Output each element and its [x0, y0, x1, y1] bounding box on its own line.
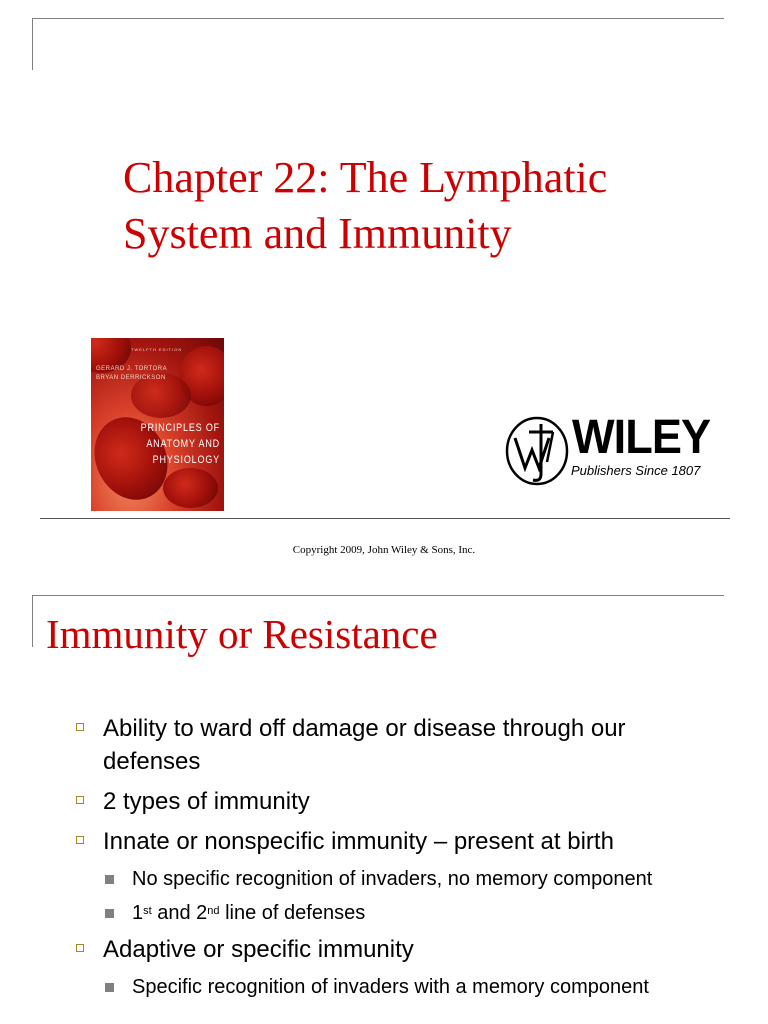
sub-list-item: No specific recognition of invaders, no memory component: [0, 865, 768, 893]
bullet-list: [0, 712, 768, 1007]
footer-rule: [40, 518, 730, 519]
left-rule: [32, 595, 33, 647]
list-item: 2 types of immunity: [0, 785, 768, 818]
sub-bullet-marker-icon: [105, 909, 114, 918]
sub-bullet-marker-icon: [105, 875, 114, 884]
list-item: Ability to ward off damage or disease through our defenses: [0, 712, 768, 778]
left-rule: [32, 18, 33, 70]
book-cover-image: [91, 338, 224, 511]
blood-cell: [163, 468, 218, 508]
bullet-marker-icon: [76, 944, 84, 952]
bullet-marker-icon: [76, 723, 84, 731]
copyright-text: Copyright 2009, John Wiley & Sons, Inc.: [292, 544, 476, 556]
slide-title: Immunity or Resistance: [46, 611, 438, 657]
wiley-seal-icon: [505, 416, 571, 488]
top-rule: [32, 595, 724, 596]
list-item: Innate or nonspecific immunity – present at birth: [0, 825, 768, 858]
bullet-marker-icon: [76, 796, 84, 804]
cover-edition: TWELFTH EDITION: [131, 347, 183, 352]
wiley-tagline: Publishers Since 1807: [571, 463, 701, 478]
title-line-1: Chapter 22: The Lymphatic: [123, 153, 608, 202]
cover-title: PRINCIPLES OF ANATOMY AND PHYSIOLOGY: [140, 422, 220, 466]
sub-list-item: 1st and 2nd line of defenses: [0, 899, 768, 927]
cover-authors: GERARD J. TORTORA BRYAN DERRICKSON: [96, 366, 168, 381]
list-item: Adaptive or specific immunity: [0, 933, 768, 966]
sub-list-item: Specific recognition of invaders with a memory component: [0, 973, 768, 1001]
top-rule: [32, 18, 724, 19]
title-line-2: System and Immunity: [123, 209, 512, 258]
slide-title: [123, 150, 723, 262]
wiley-wordmark: WILEY: [572, 411, 711, 464]
sub-bullet-marker-icon: [105, 983, 114, 992]
bullet-marker-icon: [76, 836, 84, 844]
wiley-logo: [505, 411, 725, 488]
